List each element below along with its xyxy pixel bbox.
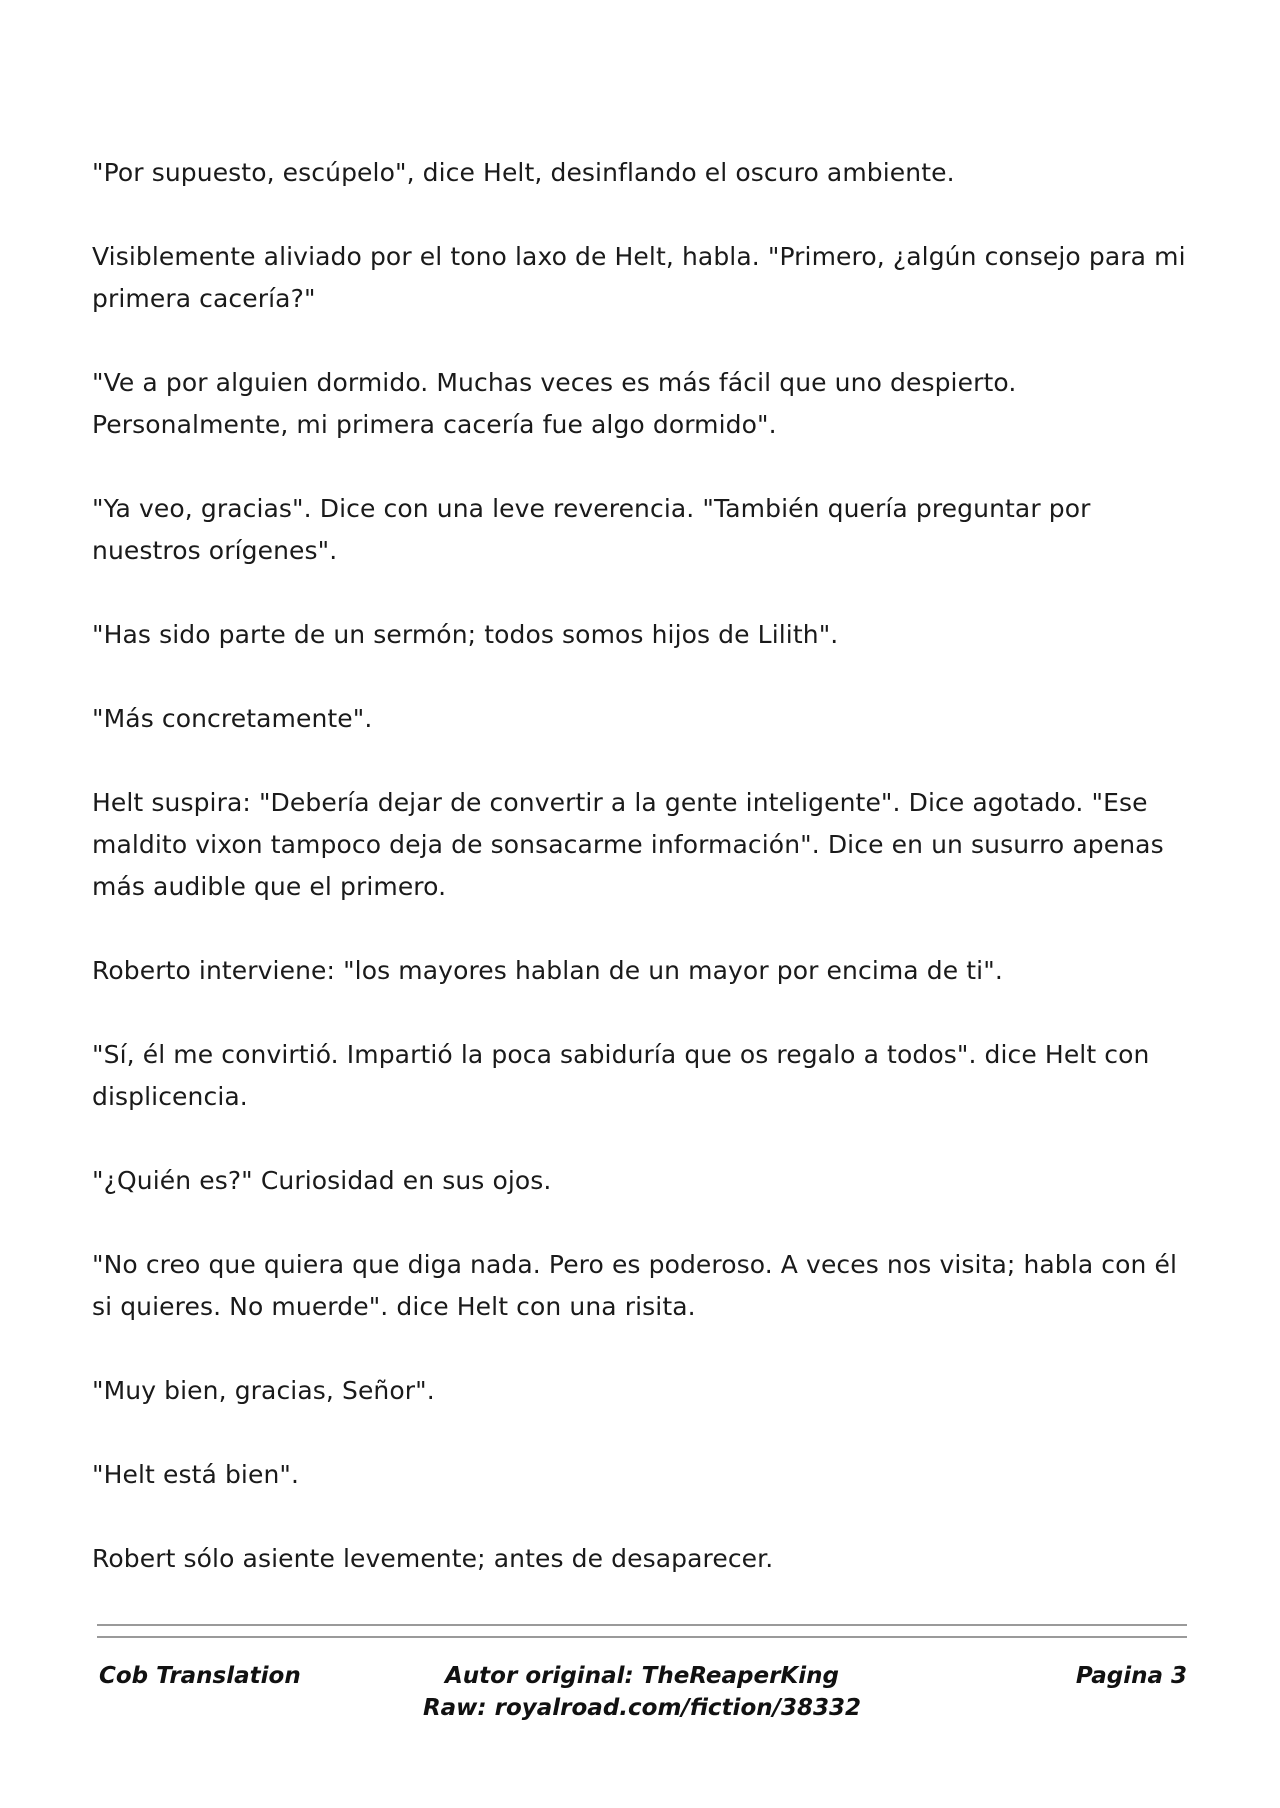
paragraph: "Has sido parte de un sermón; todos somos hijos de Lilith". xyxy=(92,620,839,649)
footer-divider-top xyxy=(97,1624,1187,1626)
paragraph: "¿Quién es?" Curiosidad en sus ojos. xyxy=(92,1166,552,1195)
footer-divider-bottom xyxy=(97,1636,1187,1638)
paragraph: "Muy bien, gracias, Señor". xyxy=(92,1376,435,1405)
paragraph: "Sí, él me convirtió. Impartió la poca sabiduría que os regalo a todos". dice Helt con displicencia. xyxy=(92,1040,1150,1111)
paragraph: "Más concretamente". xyxy=(92,704,373,733)
footer-source: Raw: royalroad.com/fiction/38332 xyxy=(422,1695,862,1721)
footer-credits xyxy=(97,1660,1187,1724)
paragraph: Robert sólo asiente levemente; antes de desaparecer. xyxy=(92,1544,774,1573)
footer-author: Autor original: TheReaperKing xyxy=(445,1663,839,1689)
paragraph: "Ya veo, gracias". Dice con una leve reverencia. "También quería preguntar por nuestros orígenes". xyxy=(92,494,1091,565)
paragraph: "Ve a por alguien dormido. Muchas veces es más fácil que uno despierto. Personalmente, mi primera cacería fue algo dormido". xyxy=(92,368,1017,439)
paragraph: Roberto interviene: "los mayores hablan de un mayor por encima de ti". xyxy=(92,956,1003,985)
paragraph: Visiblemente aliviado por el tono laxo de Helt, habla. "Primero, ¿algún consejo para mi primera cacería?" xyxy=(92,242,1186,313)
paragraph: "No creo que quiera que diga nada. Pero es poderoso. A veces nos visita; habla con él si quieres. No muerde". dice Helt con una risita. xyxy=(92,1250,1178,1321)
footer-page-number: Pagina 3 xyxy=(1075,1663,1187,1689)
body-text xyxy=(92,152,1192,1622)
paragraph: "Por supuesto, escúpelo", dice Helt, desinflando el oscuro ambiente. xyxy=(92,158,955,187)
paragraph: "Helt está bien". xyxy=(92,1460,300,1489)
footer-translator: Cob Translation xyxy=(99,1663,301,1689)
paragraph: Helt suspira: "Debería dejar de convertir a la gente inteligente". Dice agotado. "Ese maldito vixon tampoco deja de sonsacarme información". Dice en un susurro apenas más audible que el primero. xyxy=(92,788,1164,901)
